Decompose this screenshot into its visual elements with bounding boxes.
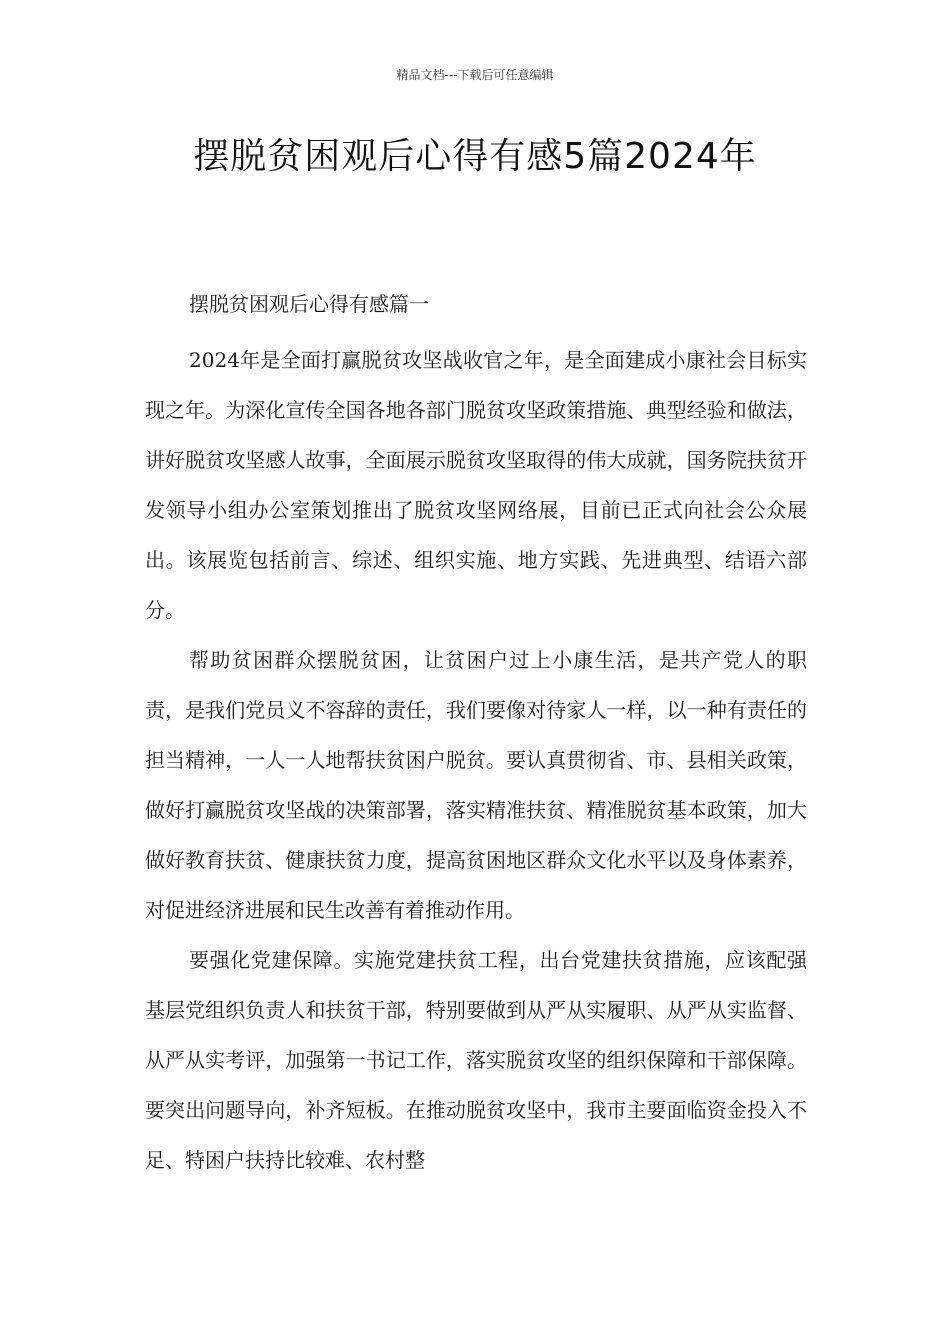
- paragraph-2: 帮助贫困群众摆脱贫困，让贫困户过上小康生活，是共产党人的职责，是我们党员义不容辞的责任，我们要像对待家人一样，以一种有责任的担当精神，一人一人地帮扶贫困户脱贫。要认真贯彻省、市、县相关政策，做好打赢脱贫攻坚战的决策部署，落实精准扶贫、精准脱贫基本政策，加大做好教育扶贫、健康扶贫力度，提高贫困地区群众文化水平以及身体素养，对促进经济进展和民生改善有着推动作用。: [145, 648, 807, 922]
- header-note: 精品文档---下载后可任意编辑: [396, 68, 554, 82]
- paragraph-1: 2024年是全面打赢脱贫攻坚战收官之年，是全面建成小康社会目标实现之年。为深化宣传全国各地各部门脱贫攻坚政策措施、典型经验和做法，讲好脱贫攻坚感人故事，全面展示脱贫攻坚取得的伟大成就，国务院扶贫开发领导小组办公室策划推出了脱贫攻坚网络展，目前已正式向社会公众展出。该展览包括前言、综述、组织实施、地方实践、先进典型、结语六部分。: [145, 348, 807, 622]
- document-title: 摆脱贫困观后心得有感5篇2024年: [193, 136, 757, 177]
- section-heading: 摆脱贫困观后心得有感篇一: [189, 292, 429, 316]
- document-body: [145, 284, 807, 1185]
- paragraph-3: 要强化党建保障。实施党建扶贫工程，出台党建扶贫措施，应该配强基层党组织负责人和扶贫干部，特别要做到从严从实履职、从严从实监督、从严从实考评，加强第一书记工作，落实脱贫攻坚的组织保障和干部保障。要突出问题导向，补齐短板。在推动脱贫攻坚中，我市主要面临资金投入不足、特困户扶持比较难、农村整: [145, 948, 807, 1172]
